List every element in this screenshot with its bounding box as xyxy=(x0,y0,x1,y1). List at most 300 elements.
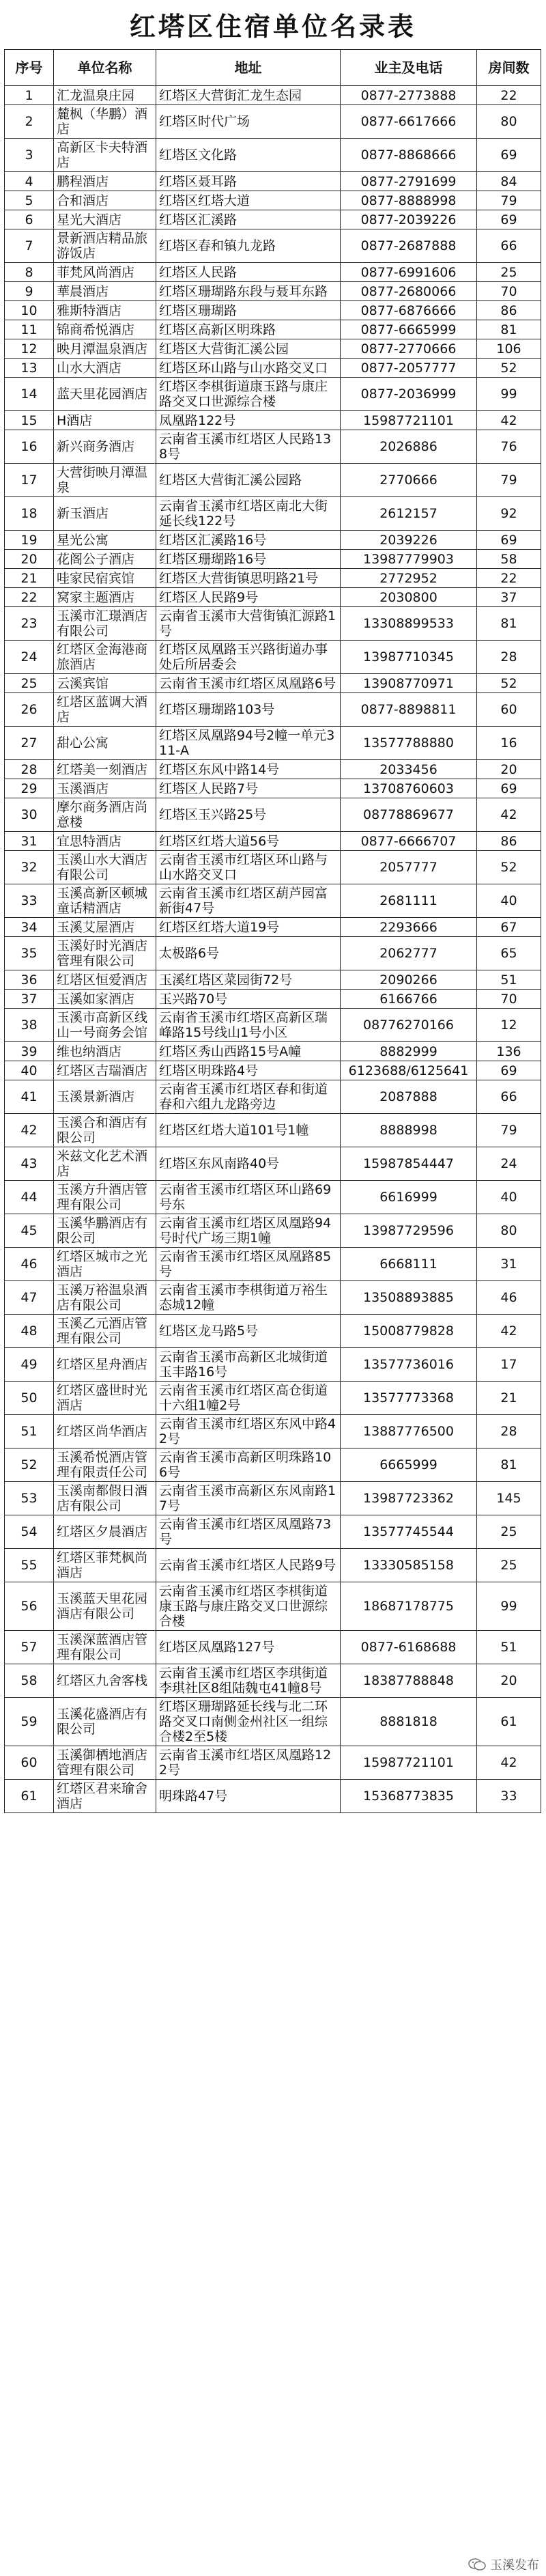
row-no: 11 xyxy=(5,320,54,339)
row-phone: 2612157 xyxy=(341,497,477,531)
table-row xyxy=(5,1061,541,1080)
header-rooms: 房间数 xyxy=(477,50,541,86)
row-address: 红塔区大营街汇溪公园 xyxy=(156,339,341,359)
row-rooms: 28 xyxy=(477,1415,541,1448)
row-address: 红塔区聂耳路 xyxy=(156,172,341,191)
table-row xyxy=(5,798,541,832)
row-name: 维也纳酒店 xyxy=(54,1042,156,1061)
table-row xyxy=(5,884,541,918)
row-rooms: 136 xyxy=(477,1042,541,1061)
table-row xyxy=(5,990,541,1009)
row-address: 云南省玉溪市红塔区凤凰路73号 xyxy=(156,1515,341,1549)
row-rooms: 99 xyxy=(477,1582,541,1631)
row-rooms: 40 xyxy=(477,1181,541,1214)
row-rooms: 67 xyxy=(477,918,541,937)
row-name: 新兴商务酒店 xyxy=(54,430,156,464)
table-row xyxy=(5,1114,541,1147)
row-no: 9 xyxy=(5,282,54,301)
row-address: 云南省玉溪市红塔区凤凰路122号 xyxy=(156,1746,341,1780)
row-address: 红塔区春和镇九龙路 xyxy=(156,229,341,263)
row-address: 红塔区李棋街道康玉路与康庄路交叉口世源综合楼 xyxy=(156,378,341,411)
row-name: 麓枫（华鹏）酒店 xyxy=(54,105,156,139)
table-row xyxy=(5,693,541,727)
row-phone: 2057777 xyxy=(341,851,477,884)
row-phone: 0877-8888998 xyxy=(341,191,477,210)
row-address: 云南省玉溪市红塔区李琪街道李琪社区8组陆魏屯41幢8号 xyxy=(156,1664,341,1698)
header-name: 单位名称 xyxy=(54,50,156,86)
row-name: 玉溪方升酒店管理有限公司 xyxy=(54,1181,156,1214)
row-name: 汇龙温泉庄园 xyxy=(54,86,156,105)
table-row xyxy=(5,1582,541,1631)
row-name: 红塔区恒爱酒店 xyxy=(54,970,156,990)
row-address: 红塔区珊瑚路东段与聂耳东路 xyxy=(156,282,341,301)
table-row xyxy=(5,1042,541,1061)
row-rooms: 81 xyxy=(477,320,541,339)
row-name: 菲梵风尚酒店 xyxy=(54,263,156,282)
row-phone: 2026886 xyxy=(341,430,477,464)
row-name: 玉溪蓝天里花园酒店有限公司 xyxy=(54,1582,156,1631)
row-rooms: 24 xyxy=(477,1147,541,1181)
page-title: 红塔区住宿单位名录表 xyxy=(129,10,416,42)
table-row xyxy=(5,339,541,359)
row-no: 4 xyxy=(5,172,54,191)
row-phone: 0877-6617666 xyxy=(341,105,477,139)
table-row xyxy=(5,1448,541,1482)
row-no: 3 xyxy=(5,139,54,172)
row-phone: 13577788880 xyxy=(341,727,477,760)
row-name: 玉溪华鹏酒店有限公司 xyxy=(54,1214,156,1248)
row-name: 大营街映月潭温泉 xyxy=(54,464,156,497)
table-row xyxy=(5,607,541,641)
row-rooms: 79 xyxy=(477,191,541,210)
row-name: 星光大酒店 xyxy=(54,210,156,229)
row-phone: 15987721101 xyxy=(341,1746,477,1780)
row-rooms: 81 xyxy=(477,1448,541,1482)
row-rooms: 21 xyxy=(477,1382,541,1415)
table-row xyxy=(5,86,541,105)
header-no: 序号 xyxy=(5,50,54,86)
row-rooms: 79 xyxy=(477,1114,541,1147)
table-row xyxy=(5,1515,541,1549)
table-row xyxy=(5,430,541,464)
table-row xyxy=(5,1248,541,1281)
row-rooms: 28 xyxy=(477,641,541,674)
header-address: 地址 xyxy=(156,50,341,86)
row-name: 山水大酒店 xyxy=(54,359,156,378)
row-no: 26 xyxy=(5,693,54,727)
row-no: 48 xyxy=(5,1315,54,1348)
row-name: 高新区卡夫特酒店 xyxy=(54,139,156,172)
row-no: 57 xyxy=(5,1631,54,1664)
table-row xyxy=(5,1746,541,1780)
row-address: 红塔区红塔大道56号 xyxy=(156,832,341,851)
row-no: 46 xyxy=(5,1248,54,1281)
row-address: 红塔区珊瑚路延长线与北二环路交叉口南侧金州社区一组综合楼2至5楼 xyxy=(156,1698,341,1746)
row-phone: 6665999 xyxy=(341,1448,477,1482)
row-phone: 13987729596 xyxy=(341,1214,477,1248)
row-name: 红塔区城市之光酒店 xyxy=(54,1248,156,1281)
row-address: 红塔区人民路 xyxy=(156,263,341,282)
row-name: 玉溪希悦酒店管理有限责任公司 xyxy=(54,1448,156,1482)
table-row xyxy=(5,1415,541,1448)
table-row xyxy=(5,1664,541,1698)
row-phone: 0877-2680066 xyxy=(341,282,477,301)
row-address: 云南省玉溪市红塔区环山路69号东 xyxy=(156,1181,341,1214)
row-rooms: 69 xyxy=(477,531,541,550)
row-no: 16 xyxy=(5,430,54,464)
row-address: 云南省玉溪市红塔区凤凰路85号 xyxy=(156,1248,341,1281)
row-phone: 18687178775 xyxy=(341,1582,477,1631)
directory-table xyxy=(4,49,541,1813)
row-phone: 13577745544 xyxy=(341,1515,477,1549)
table-row xyxy=(5,282,541,301)
row-no: 32 xyxy=(5,851,54,884)
row-no: 28 xyxy=(5,760,54,779)
table-row xyxy=(5,588,541,607)
row-phone: 15008779828 xyxy=(341,1315,477,1348)
table-row xyxy=(5,937,541,970)
row-address: 云南省玉溪市红塔区凤凰路6号 xyxy=(156,674,341,693)
row-address: 红塔区人民路9号 xyxy=(156,588,341,607)
row-no: 5 xyxy=(5,191,54,210)
row-no: 61 xyxy=(5,1780,54,1813)
row-rooms: 37 xyxy=(477,588,541,607)
row-no: 8 xyxy=(5,263,54,282)
row-no: 21 xyxy=(5,569,54,588)
row-no: 12 xyxy=(5,339,54,359)
row-address: 红塔区秀山西路15号A幢 xyxy=(156,1042,341,1061)
row-name: 云溪宾馆 xyxy=(54,674,156,693)
row-address: 云南省玉溪市高新区东风南路17号 xyxy=(156,1482,341,1515)
table-row xyxy=(5,569,541,588)
table-row xyxy=(5,378,541,411)
row-name: 玉溪南都假日酒店有限公司 xyxy=(54,1482,156,1515)
row-name: 玉溪景新酒店 xyxy=(54,1080,156,1114)
row-rooms: 25 xyxy=(477,263,541,282)
table-row xyxy=(5,172,541,191)
row-no: 14 xyxy=(5,378,54,411)
row-address: 云南省玉溪市李棋街道万裕生态城12幢 xyxy=(156,1281,341,1315)
row-phone: 13908770971 xyxy=(341,674,477,693)
table-row xyxy=(5,411,541,430)
row-name: 玉溪花盛酒店有限公司 xyxy=(54,1698,156,1746)
table-row xyxy=(5,1080,541,1114)
row-rooms: 84 xyxy=(477,172,541,191)
row-no: 34 xyxy=(5,918,54,937)
row-rooms: 40 xyxy=(477,884,541,918)
row-address: 红塔区凤凰路94号2幢一单元311-A xyxy=(156,727,341,760)
row-no: 41 xyxy=(5,1080,54,1114)
row-name: 玉溪艾屋酒店 xyxy=(54,918,156,937)
row-name: 红塔区菲梵枫尚酒店 xyxy=(54,1549,156,1582)
row-rooms: 22 xyxy=(477,569,541,588)
row-rooms: 58 xyxy=(477,550,541,569)
row-name: 哇家民宿宾馆 xyxy=(54,569,156,588)
row-no: 58 xyxy=(5,1664,54,1698)
table-row xyxy=(5,1549,541,1582)
row-phone: 0877-6666707 xyxy=(341,832,477,851)
row-no: 43 xyxy=(5,1147,54,1181)
row-name: 玉溪高新区顿城童话精酒店 xyxy=(54,884,156,918)
row-phone: 2062777 xyxy=(341,937,477,970)
row-phone: 2681111 xyxy=(341,884,477,918)
row-phone: 13308899533 xyxy=(341,607,477,641)
row-no: 15 xyxy=(5,411,54,430)
row-phone: 0877-6876666 xyxy=(341,301,477,320)
row-name: 鹏程酒店 xyxy=(54,172,156,191)
row-phone: 08778869677 xyxy=(341,798,477,832)
row-rooms: 145 xyxy=(477,1482,541,1515)
row-phone: 8881818 xyxy=(341,1698,477,1746)
row-phone: 6166766 xyxy=(341,990,477,1009)
row-address: 红塔区环山路与山水路交叉口 xyxy=(156,359,341,378)
row-no: 39 xyxy=(5,1042,54,1061)
row-name: 玉溪合和酒店有限公司 xyxy=(54,1114,156,1147)
table-row xyxy=(5,641,541,674)
table-row xyxy=(5,359,541,378)
row-rooms: 69 xyxy=(477,779,541,798)
row-rooms: 17 xyxy=(477,1348,541,1382)
row-address: 红塔区时代广场 xyxy=(156,105,341,139)
row-phone: 2293666 xyxy=(341,918,477,937)
row-name: 锦商希悦酒店 xyxy=(54,320,156,339)
row-address: 红塔区玉兴路25号 xyxy=(156,798,341,832)
row-rooms: 70 xyxy=(477,990,541,1009)
row-rooms: 42 xyxy=(477,411,541,430)
row-rooms: 33 xyxy=(477,1780,541,1813)
row-address: 云南省玉溪市红塔区高新区瑞峰路15号线山1号小区 xyxy=(156,1009,341,1042)
row-address: 红塔区汇溪路 xyxy=(156,210,341,229)
row-address: 云南省玉溪市红塔区南北大街延长线122号 xyxy=(156,497,341,531)
row-phone: 0877-2687888 xyxy=(341,229,477,263)
row-no: 23 xyxy=(5,607,54,641)
row-no: 53 xyxy=(5,1482,54,1515)
row-address: 红塔区大营街汇龙生态园 xyxy=(156,86,341,105)
header-phone: 业主及电话 xyxy=(341,50,477,86)
row-rooms: 86 xyxy=(477,301,541,320)
row-no: 44 xyxy=(5,1181,54,1214)
row-no: 7 xyxy=(5,229,54,263)
table-row xyxy=(5,779,541,798)
row-no: 52 xyxy=(5,1448,54,1482)
row-rooms: 42 xyxy=(477,1315,541,1348)
row-name: 米兹文化艺术酒店 xyxy=(54,1147,156,1181)
row-no: 54 xyxy=(5,1515,54,1549)
row-phone: 0877-6665999 xyxy=(341,320,477,339)
row-address: 红塔区龙马路5号 xyxy=(156,1315,341,1348)
row-name: 玉溪如家酒店 xyxy=(54,990,156,1009)
row-rooms: 51 xyxy=(477,1631,541,1664)
table-row xyxy=(5,105,541,139)
row-rooms: 69 xyxy=(477,139,541,172)
row-phone: 0877-2791699 xyxy=(341,172,477,191)
row-no: 50 xyxy=(5,1382,54,1415)
table-row xyxy=(5,1780,541,1813)
row-phone: 2039226 xyxy=(341,531,477,550)
row-name: 红塔区吉瑞酒店 xyxy=(54,1061,156,1080)
row-no: 55 xyxy=(5,1549,54,1582)
row-name: 新玉酒店 xyxy=(54,497,156,531)
row-rooms: 31 xyxy=(477,1248,541,1281)
row-phone: 0877-2057777 xyxy=(341,359,477,378)
row-phone: 15368773835 xyxy=(341,1780,477,1813)
row-address: 云南省玉溪市红塔区环山路与山水路交叉口 xyxy=(156,851,341,884)
row-no: 60 xyxy=(5,1746,54,1780)
row-rooms: 25 xyxy=(477,1515,541,1549)
row-rooms: 42 xyxy=(477,798,541,832)
row-address: 红塔区东风中路14号 xyxy=(156,760,341,779)
row-phone: 13987710345 xyxy=(341,641,477,674)
row-rooms: 20 xyxy=(477,1664,541,1698)
row-name: 花阁公子酒店 xyxy=(54,550,156,569)
table-row xyxy=(5,531,541,550)
row-phone: 13887776500 xyxy=(341,1415,477,1448)
table-row xyxy=(5,497,541,531)
row-phone: 0877-8868666 xyxy=(341,139,477,172)
row-name: 红塔区盛世时光酒店 xyxy=(54,1382,156,1415)
row-address: 红塔区凤凰路玉兴路街道办事处后所居委会 xyxy=(156,641,341,674)
row-name: 玉溪市高新区线山一号商务会馆 xyxy=(54,1009,156,1042)
row-rooms: 12 xyxy=(477,1009,541,1042)
row-no: 13 xyxy=(5,359,54,378)
row-phone: 6123688/6125641 xyxy=(341,1061,477,1080)
row-address: 红塔区大营街汇溪公园路 xyxy=(156,464,341,497)
row-no: 22 xyxy=(5,588,54,607)
row-address: 红塔区红塔大道19号 xyxy=(156,918,341,937)
table-row xyxy=(5,727,541,760)
row-phone: 0877-2770666 xyxy=(341,339,477,359)
table-row xyxy=(5,1382,541,1415)
row-phone: 2090266 xyxy=(341,970,477,990)
row-rooms: 65 xyxy=(477,937,541,970)
row-rooms: 81 xyxy=(477,607,541,641)
row-no: 17 xyxy=(5,464,54,497)
table-row xyxy=(5,1631,541,1664)
row-address: 红塔区珊瑚路103号 xyxy=(156,693,341,727)
row-phone: 18387788848 xyxy=(341,1664,477,1698)
row-name: 玉溪御栖地酒店管理有限公司 xyxy=(54,1746,156,1780)
row-phone: 15987854447 xyxy=(341,1147,477,1181)
row-rooms: 42 xyxy=(477,1746,541,1780)
row-phone: 15987721101 xyxy=(341,411,477,430)
row-name: 玉溪深蓝酒店管理有限公司 xyxy=(54,1631,156,1664)
row-name: 合和酒店 xyxy=(54,191,156,210)
row-phone: 0877-2773888 xyxy=(341,86,477,105)
row-phone: 13508893885 xyxy=(341,1281,477,1315)
row-name: H酒店 xyxy=(54,411,156,430)
row-rooms: 61 xyxy=(477,1698,541,1746)
row-phone: 2087888 xyxy=(341,1080,477,1114)
table-row xyxy=(5,1147,541,1181)
table-row xyxy=(5,918,541,937)
row-no: 47 xyxy=(5,1281,54,1315)
row-phone: 8882999 xyxy=(341,1042,477,1061)
row-phone: 8888998 xyxy=(341,1114,477,1147)
row-rooms: 51 xyxy=(477,970,541,990)
row-address: 云南省玉溪市大营街镇汇源路1号 xyxy=(156,607,341,641)
row-name: 窝家主题酒店 xyxy=(54,588,156,607)
row-name: 红塔区九舍客栈 xyxy=(54,1664,156,1698)
row-rooms: 46 xyxy=(477,1281,541,1315)
row-name: 玉溪山水大酒店有限公司 xyxy=(54,851,156,884)
row-address: 红塔区凤凰路127号 xyxy=(156,1631,341,1664)
row-phone: 2033456 xyxy=(341,760,477,779)
row-rooms: 70 xyxy=(477,282,541,301)
row-name: 甜心公寓 xyxy=(54,727,156,760)
row-rooms: 66 xyxy=(477,229,541,263)
row-phone: 08776270166 xyxy=(341,1009,477,1042)
row-address: 云南省玉溪市红塔区人民路138号 xyxy=(156,430,341,464)
table-row xyxy=(5,1315,541,1348)
row-rooms: 52 xyxy=(477,851,541,884)
row-address: 云南省玉溪市红塔区凤凰路94号时代广场三期1幢 xyxy=(156,1214,341,1248)
row-rooms: 69 xyxy=(477,1061,541,1080)
row-no: 6 xyxy=(5,210,54,229)
row-rooms: 66 xyxy=(477,1080,541,1114)
row-no: 56 xyxy=(5,1582,54,1631)
row-no: 25 xyxy=(5,674,54,693)
row-phone: 0877-2039226 xyxy=(341,210,477,229)
row-name: 景新酒店精品旅游饭店 xyxy=(54,229,156,263)
row-no: 33 xyxy=(5,884,54,918)
table-row xyxy=(5,139,541,172)
table-row xyxy=(5,320,541,339)
row-address: 红塔区人民路7号 xyxy=(156,779,341,798)
row-address: 红塔区红塔大道 xyxy=(156,191,341,210)
row-no: 27 xyxy=(5,727,54,760)
row-rooms: 80 xyxy=(477,1214,541,1248)
row-address: 红塔区珊瑚路16号 xyxy=(156,550,341,569)
row-address: 明珠路47号 xyxy=(156,1780,341,1813)
row-no: 18 xyxy=(5,497,54,531)
row-rooms: 60 xyxy=(477,693,541,727)
row-rooms: 106 xyxy=(477,339,541,359)
row-rooms: 52 xyxy=(477,359,541,378)
table-row xyxy=(5,674,541,693)
row-address: 太极路6号 xyxy=(156,937,341,970)
row-phone: 13987779903 xyxy=(341,550,477,569)
row-address: 红塔区红塔大道101号1幢 xyxy=(156,1114,341,1147)
row-address: 红塔区东风南路40号 xyxy=(156,1147,341,1181)
row-phone: 13577736016 xyxy=(341,1348,477,1382)
row-no: 36 xyxy=(5,970,54,990)
row-address: 云南省玉溪市红塔区高仓街道十六组1幢2号 xyxy=(156,1382,341,1415)
table-row xyxy=(5,970,541,990)
row-no: 19 xyxy=(5,531,54,550)
row-phone: 0877-2036999 xyxy=(341,378,477,411)
row-no: 49 xyxy=(5,1348,54,1382)
table-row xyxy=(5,1214,541,1248)
table-row xyxy=(5,851,541,884)
row-name: 宜思特酒店 xyxy=(54,832,156,851)
row-name: 華晨酒店 xyxy=(54,282,156,301)
table-row xyxy=(5,191,541,210)
row-no: 29 xyxy=(5,779,54,798)
table-row xyxy=(5,1181,541,1214)
row-rooms: 52 xyxy=(477,674,541,693)
row-name: 红塔区蓝调大酒店 xyxy=(54,693,156,727)
row-name: 红塔美一刻酒店 xyxy=(54,760,156,779)
row-address: 云南省玉溪市红塔区李棋街道康玉路与康庄路交叉口世源综合楼 xyxy=(156,1582,341,1631)
row-no: 30 xyxy=(5,798,54,832)
row-phone: 13987723362 xyxy=(341,1482,477,1515)
row-name: 红塔区星舟酒店 xyxy=(54,1348,156,1382)
row-address: 红塔区大营街镇思明路21号 xyxy=(156,569,341,588)
row-name: 红塔区尚华酒店 xyxy=(54,1415,156,1448)
row-rooms: 99 xyxy=(477,378,541,411)
table-row xyxy=(5,1348,541,1382)
row-no: 59 xyxy=(5,1698,54,1746)
